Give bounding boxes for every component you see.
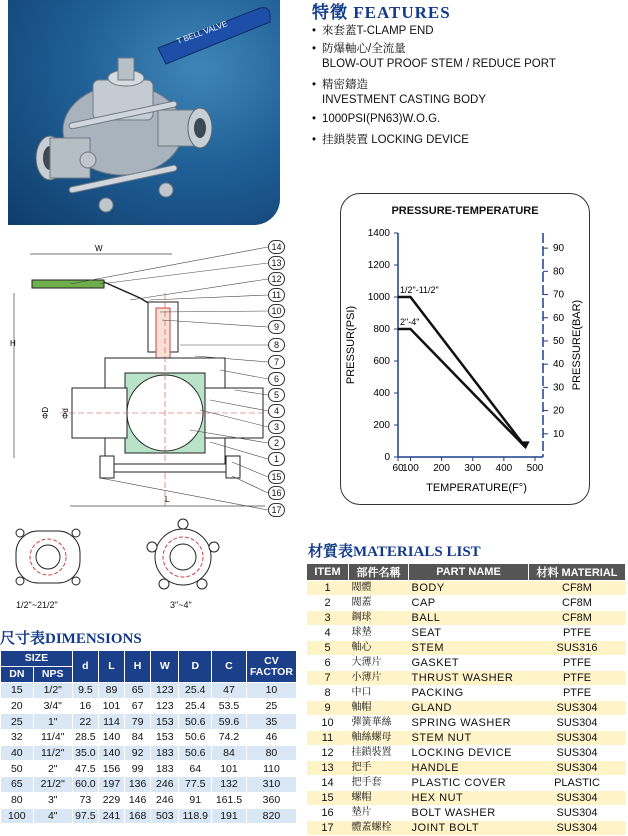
cell-part: BODY — [409, 581, 529, 596]
cell-material: CF8M — [529, 581, 626, 596]
dim-d-outer-label: ΦD — [41, 406, 50, 419]
dim-cell: 123 — [151, 683, 179, 699]
callout-leader — [232, 476, 268, 493]
y2-tick-label: 70 — [553, 289, 565, 301]
cell-material: PTFE — [529, 671, 626, 686]
cell-material: SUS304 — [529, 761, 626, 776]
callout-badge: 6 — [268, 372, 285, 386]
dim-cell: 25.4 — [179, 698, 212, 714]
table-row — [307, 716, 626, 731]
cell-material: SUS304 — [529, 731, 626, 746]
cell-item: 10 — [307, 716, 349, 731]
cell-cn: 鋼球 — [349, 611, 409, 626]
cell-material: SUS316 — [529, 641, 626, 656]
dim-cell: 132 — [212, 777, 247, 793]
cell-part: SPRING WASHER — [409, 716, 529, 731]
callout-badge: 3 — [268, 420, 285, 434]
dim-cell: 15 — [1, 683, 34, 699]
dim-cell: 101 — [98, 698, 124, 714]
dim-cell: 50 — [1, 761, 34, 777]
dim-cell: 77.5 — [179, 777, 212, 793]
cell-material: PTFE — [529, 626, 626, 641]
dim-cell: 140 — [98, 745, 124, 761]
cell-cn: 體蓋螺栓 — [349, 821, 409, 836]
table-row — [307, 656, 626, 671]
x-tick-label: 500 — [526, 463, 544, 474]
callout-badge: 14 — [268, 240, 285, 254]
dim-cell: 50.6 — [179, 730, 212, 746]
dim-cell: 35.0 — [72, 745, 98, 761]
callout-badge: 1 — [268, 452, 285, 466]
dim-cell: 20 — [1, 698, 34, 714]
y2-tick-label: 10 — [553, 428, 565, 440]
dimensions-table — [0, 650, 297, 824]
cell-item: 16 — [307, 806, 349, 821]
cell-material: SUS304 — [529, 806, 626, 821]
dim-cell: 89 — [98, 683, 124, 699]
dim-cell: 64 — [179, 761, 212, 777]
dim-cell: 73 — [72, 792, 98, 808]
x-tick-label: 200 — [433, 463, 450, 474]
y2-axis-label: PRESSURE(BAR) — [571, 299, 583, 391]
series-label: 1/2"-11/2" — [400, 285, 439, 295]
cell-cn: 軸絲螺母 — [349, 731, 409, 746]
col-material: 材料 MATERIAL — [529, 564, 626, 581]
dim-cell: 3/4" — [33, 698, 72, 714]
cell-material: SUS304 — [529, 716, 626, 731]
table-row — [1, 730, 297, 746]
table-row — [307, 611, 626, 626]
callout-badge: 10 — [268, 304, 285, 318]
cell-material: CF8M — [529, 596, 626, 611]
x-axis-label: TEMPERATURE(F°) — [426, 482, 527, 494]
cell-item: 9 — [307, 701, 349, 716]
y2-tick-label: 80 — [553, 266, 565, 278]
cell-part: STEM NUT — [409, 731, 529, 746]
dim-cell: 110 — [246, 761, 296, 777]
table-row — [307, 581, 626, 596]
cell-material: SUS304 — [529, 701, 626, 716]
cell-item: 15 — [307, 791, 349, 806]
cell-item: 1 — [307, 581, 349, 596]
table-row — [1, 714, 297, 730]
dim-cell: 503 — [151, 808, 179, 824]
col-cv: CV FACTOR — [246, 651, 296, 683]
cell-cn: 閥體 — [349, 581, 409, 596]
cell-part: PACKING — [409, 686, 529, 701]
dim-cell: 80 — [1, 792, 34, 808]
dim-cell: 97.5 — [72, 808, 98, 824]
dim-cell: 84 — [212, 745, 247, 761]
col-w: W — [151, 651, 179, 683]
feature-text: BLOW-OUT PROOF STEM / REDUCE PORT — [322, 58, 556, 70]
valve-drawing — [0, 238, 300, 538]
feature-item — [312, 94, 486, 106]
callout-badge: 17 — [268, 503, 285, 517]
dim-h-label: H — [10, 339, 16, 348]
cell-cn: 挂鎖裝置 — [349, 746, 409, 761]
cell-material: PTFE — [529, 686, 626, 701]
table-row — [307, 791, 626, 806]
cell-cn: 螺帽 — [349, 791, 409, 806]
dim-cell: 146 — [125, 792, 151, 808]
cell-material: SUS304 — [529, 791, 626, 806]
dim-cell: 101 — [212, 761, 247, 777]
dim-cell: 191 — [212, 808, 247, 824]
cell-item: 2 — [307, 596, 349, 611]
cell-part: GLAND — [409, 701, 529, 716]
y-tick-label: 800 — [373, 324, 390, 335]
cell-part: THRUST WASHER — [409, 671, 529, 686]
dim-cell: 1" — [33, 714, 72, 730]
flange-large-label: 3"~4" — [170, 600, 192, 610]
feature-text: 防爆軸心/全流量 — [322, 43, 406, 55]
callout-badge: 9 — [268, 320, 285, 334]
cell-cn: 球墊 — [349, 626, 409, 641]
feature-item — [312, 22, 434, 38]
dim-cell: 47.5 — [72, 761, 98, 777]
dim-cell: 114 — [98, 714, 124, 730]
table-row — [1, 683, 297, 699]
table-row — [307, 626, 626, 641]
col-item: ITEM — [307, 564, 349, 581]
dim-w-label: W — [95, 244, 103, 253]
dim-cell: 168 — [125, 808, 151, 824]
dim-cell: 310 — [246, 777, 296, 793]
dim-cell: 59.6 — [212, 714, 247, 730]
feature-text: 挂鎖裝置 LOCKING DEVICE — [322, 134, 469, 146]
dim-cell: 118.9 — [179, 808, 212, 824]
dim-cell: 50.6 — [179, 745, 212, 761]
cell-item: 3 — [307, 611, 349, 626]
dim-cell: 65 — [125, 683, 151, 699]
pressure-temperature-chart — [340, 215, 590, 505]
callout-leader — [150, 295, 268, 300]
dim-cell: 80 — [246, 745, 296, 761]
dim-cell: 53.5 — [212, 698, 247, 714]
dim-cell: 84 — [125, 730, 151, 746]
dim-cell: 3" — [33, 792, 72, 808]
series-line — [398, 329, 526, 447]
cell-part: HANDLE — [409, 761, 529, 776]
dimensions-title: 尺寸表DIMENSIONS — [0, 631, 142, 647]
materials-table — [306, 563, 626, 836]
dim-cell: 11/2" — [33, 745, 72, 761]
y-axis-label: PRESSUR(PSI) — [345, 305, 357, 385]
callout-badge: 7 — [268, 355, 285, 369]
dim-cell: 153 — [151, 730, 179, 746]
col-c: C — [212, 651, 247, 683]
x-tick-label: 100 — [402, 463, 419, 474]
dim-cell: 136 — [125, 777, 151, 793]
dim-cell: 153 — [151, 714, 179, 730]
feature-bullet: • — [312, 134, 317, 146]
dim-cell: 32 — [1, 730, 34, 746]
dim-cell: 25 — [1, 714, 34, 730]
col-nps: NPS — [33, 667, 72, 683]
materials-title: 材質表MATERIALS LIST — [308, 544, 481, 560]
table-row — [1, 761, 297, 777]
callout-leader — [100, 478, 268, 510]
cell-cn: 小薄片 — [349, 671, 409, 686]
cell-item: 13 — [307, 761, 349, 776]
dim-cell: 74.2 — [212, 730, 247, 746]
table-row — [1, 745, 297, 761]
cell-part: GASKET — [409, 656, 529, 671]
cell-material: PLASTIC — [529, 776, 626, 791]
dim-cell: 65 — [1, 777, 34, 793]
cell-item: 12 — [307, 746, 349, 761]
dim-cell: 40 — [1, 745, 34, 761]
cell-part: CAP — [409, 596, 529, 611]
dim-cell: 25.4 — [179, 683, 212, 699]
callout-badge: 12 — [268, 272, 285, 286]
dim-cell: 10 — [246, 683, 296, 699]
cell-part: HEX NUT — [409, 791, 529, 806]
feature-item — [312, 76, 368, 92]
product-photo — [8, 0, 280, 225]
drawing-handle-cover — [32, 280, 104, 288]
dim-cell: 28.5 — [72, 730, 98, 746]
feature-item — [312, 131, 469, 147]
flange-small — [16, 529, 80, 585]
y-tick-label: 600 — [373, 356, 390, 367]
table-row — [307, 686, 626, 701]
dim-cell: 241 — [98, 808, 124, 824]
dim-cell: 91 — [179, 792, 212, 808]
table-row — [307, 671, 626, 686]
table-row — [307, 641, 626, 656]
dim-cell: 123 — [151, 698, 179, 714]
table-row — [307, 731, 626, 746]
dim-cell: 92 — [125, 745, 151, 761]
dim-cell: 21/2" — [33, 777, 72, 793]
cell-item: 11 — [307, 731, 349, 746]
valve-handle — [158, 8, 270, 64]
y-tick-label: 0 — [384, 452, 390, 463]
cell-material: CF8M — [529, 611, 626, 626]
dim-cell: 820 — [246, 808, 296, 824]
y-tick-label: 400 — [373, 388, 390, 399]
y-tick-label: 1400 — [367, 228, 390, 239]
dim-cell: 25 — [246, 698, 296, 714]
callout-badge: 15 — [268, 470, 285, 484]
callout-badge: 4 — [268, 404, 285, 418]
svg-text:T BELL VALVE: T BELL VALVE — [175, 19, 229, 46]
col-D: D — [179, 651, 212, 683]
feature-item — [312, 40, 406, 56]
dim-cell: 22 — [72, 714, 98, 730]
cell-material: SUS304 — [529, 746, 626, 761]
cell-cn: 把手 — [349, 761, 409, 776]
dim-cell: 4" — [33, 808, 72, 824]
dim-cell: 16 — [72, 698, 98, 714]
dim-cell: 11/4" — [33, 730, 72, 746]
cell-item: 8 — [307, 686, 349, 701]
y-tick-label: 200 — [373, 420, 390, 431]
cell-part: STEM — [409, 641, 529, 656]
feature-text: 來套蓋T-CLAMP END — [322, 25, 434, 37]
dim-cell: 9.5 — [72, 683, 98, 699]
dim-cell: 50.6 — [179, 714, 212, 730]
callout-leader — [130, 279, 268, 300]
col-h: H — [125, 651, 151, 683]
table-row — [1, 792, 297, 808]
cell-cn: 把手套 — [349, 776, 409, 791]
dim-l-label: L — [165, 495, 170, 504]
dim-cell: 360 — [246, 792, 296, 808]
col-dn: DN — [1, 667, 34, 683]
dim-cell: 197 — [98, 777, 124, 793]
cell-part: PLASTIC COVER — [409, 776, 529, 791]
feature-text: 精密鑄造 — [322, 79, 368, 91]
callout-badge: 16 — [268, 486, 285, 500]
col-cn: 部件名稱 — [349, 564, 409, 581]
dim-cell: 156 — [98, 761, 124, 777]
dim-cell: 246 — [151, 777, 179, 793]
flange-small-label: 1/2"~21/2" — [16, 600, 58, 610]
cell-part: BOLT WASHER — [409, 806, 529, 821]
features-title: 特徵 FEATURES — [312, 3, 451, 22]
table-row — [1, 808, 297, 824]
y2-tick-label: 20 — [553, 405, 565, 417]
col-part: PART NAME — [409, 564, 529, 581]
dim-cell: 67 — [125, 698, 151, 714]
cell-cn: 軸帽 — [349, 701, 409, 716]
table-row — [1, 698, 297, 714]
cell-cn: 閥蓋 — [349, 596, 409, 611]
feature-text: INVESTMENT CASTING BODY — [322, 94, 487, 106]
dim-d-inner-label: Φd — [61, 408, 70, 419]
dim-cell: 35 — [246, 714, 296, 730]
series-label: 2"-4" — [400, 317, 420, 327]
feature-item — [312, 58, 556, 70]
cell-cn: 大薄片 — [349, 656, 409, 671]
cell-part: BALL — [409, 611, 529, 626]
cell-material: SUS304 — [529, 821, 626, 836]
dim-cell: 100 — [1, 808, 34, 824]
dim-cell: 1/2" — [33, 683, 72, 699]
feature-bullet: • — [312, 43, 317, 55]
cell-item: 4 — [307, 626, 349, 641]
cell-part: LOCKING DEVICE — [409, 746, 529, 761]
callout-badge: 13 — [268, 256, 285, 270]
dim-cell: 2" — [33, 761, 72, 777]
dim-cell: 140 — [98, 730, 124, 746]
cell-cn: 彈簧華絲 — [349, 716, 409, 731]
y2-tick-label: 40 — [553, 359, 565, 371]
table-row — [307, 746, 626, 761]
callout-badge: 2 — [268, 436, 285, 450]
table-row — [307, 776, 626, 791]
callout-badge: 5 — [268, 388, 285, 402]
dim-cell: 161.5 — [212, 792, 247, 808]
cell-part: SEAT — [409, 626, 529, 641]
table-row — [307, 806, 626, 821]
y2-tick-label: 30 — [553, 382, 565, 394]
cell-part: JOINT BOLT — [409, 821, 529, 836]
x-tick-label: 300 — [464, 463, 482, 474]
cell-item: 7 — [307, 671, 349, 686]
table-row — [307, 596, 626, 611]
col-l: L — [98, 651, 124, 683]
table-row — [307, 821, 626, 836]
x-tick-label: 400 — [495, 463, 513, 474]
table-row — [307, 701, 626, 716]
feature-bullet: • — [312, 25, 317, 37]
feature-item — [312, 113, 440, 125]
cell-material: PTFE — [529, 656, 626, 671]
dim-cell: 229 — [98, 792, 124, 808]
dim-cell: 99 — [125, 761, 151, 777]
feature-bullet: • — [312, 79, 317, 91]
y-tick-label: 1000 — [367, 292, 390, 303]
chart-title: PRESSURE-TEMPERATURE — [391, 205, 539, 217]
dim-cell: 60.0 — [72, 777, 98, 793]
dim-cell: 47 — [212, 683, 247, 699]
table-row — [307, 761, 626, 776]
dim-cell: 79 — [125, 714, 151, 730]
cell-item: 5 — [307, 641, 349, 656]
table-row — [1, 777, 297, 793]
dim-cell: 183 — [151, 745, 179, 761]
col-size: SIZE — [1, 651, 73, 667]
x-tick-label: 60 — [392, 463, 404, 474]
cell-item: 14 — [307, 776, 349, 791]
feature-bullet: • — [312, 113, 317, 125]
dim-cell: 46 — [246, 730, 296, 746]
callout-leader — [220, 370, 268, 379]
callout-badge: 8 — [268, 338, 285, 352]
cell-cn: 中口 — [349, 686, 409, 701]
y2-tick-label: 90 — [553, 243, 565, 255]
y-tick-label: 1200 — [367, 260, 390, 271]
y2-tick-label: 50 — [553, 335, 565, 347]
cell-item: 17 — [307, 821, 349, 836]
callout-badge: 11 — [268, 288, 285, 302]
col-d-small: d — [72, 651, 98, 683]
dim-cell: 246 — [151, 792, 179, 808]
flange-large — [147, 519, 219, 589]
cell-cn: 墊片 — [349, 806, 409, 821]
y2-tick-label: 60 — [553, 312, 565, 324]
cell-item: 6 — [307, 656, 349, 671]
feature-text: 1000PSI(PN63)W.O.G. — [322, 113, 441, 125]
dim-cell: 183 — [151, 761, 179, 777]
cell-cn: 軸心 — [349, 641, 409, 656]
